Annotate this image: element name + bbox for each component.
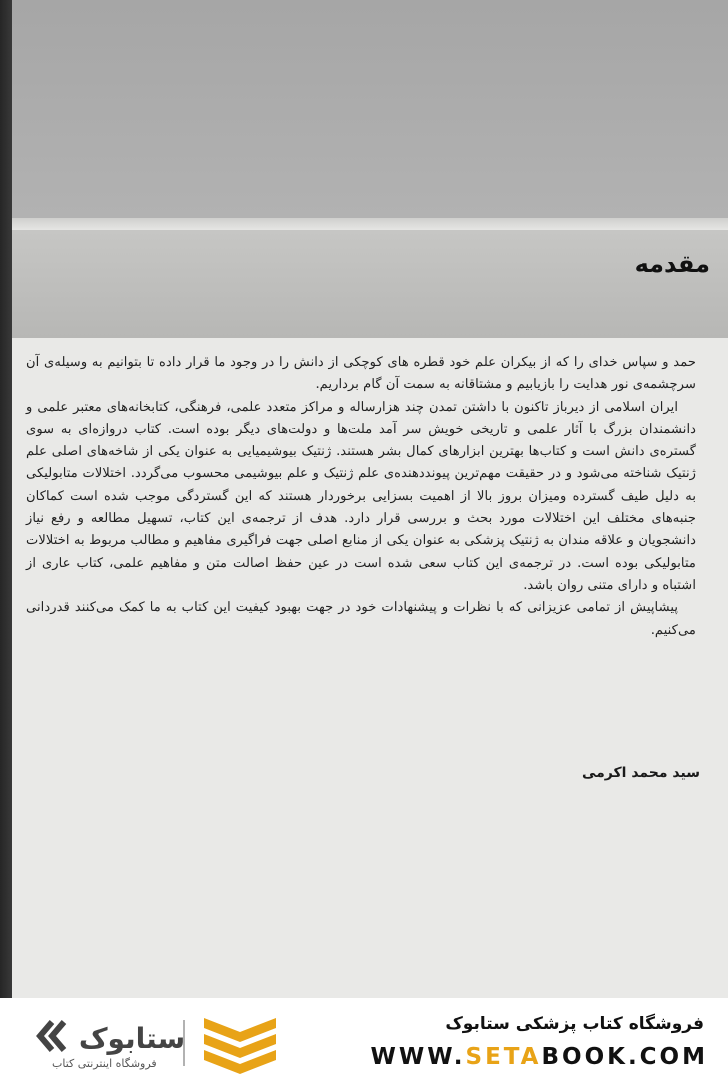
logo-subtitle: فروشگاه اینترنتی کتاب [52, 1057, 157, 1070]
store-name: فروشگاه کتاب پزشکی ستابوک [445, 1014, 704, 1034]
author-signature: سید محمد اکرمی [581, 765, 700, 781]
preface-body [26, 352, 696, 642]
store-url-link[interactable] [371, 1044, 708, 1070]
url-prefix: WWW. [370, 1044, 466, 1070]
chevron-mark-icon [204, 1018, 276, 1074]
url-suffix: BOOK.COM [541, 1044, 708, 1070]
page-divider [12, 218, 728, 230]
preface-paragraph-1: حمد و سپاس خدای را که از بیکران علم خود قطره های کوچکی از دانش را در وجود ما قرار داده تا بتوانیم به وسیله‌ی آن سرچشمه‌ی نور هدایت را بازیابیم و مشتاقانه به سمت آن گام برداریم. [26, 355, 696, 393]
url-highlight: SETA [465, 1044, 542, 1070]
heading-band [12, 230, 728, 338]
logo-arrows-icon [40, 1022, 64, 1050]
page-top-gray-area [12, 0, 728, 220]
preface-paragraph-3: پیشاپیش از تمامی عزیزانی که با نظرات و پیشنهادات خود در جهت بهبود کیفیت این کتاب به ما کمک می‌کنند قدردانی می‌کنیم. [26, 600, 696, 638]
logo-text: ستابوک [78, 1022, 186, 1055]
page-heading: مقدمه [634, 250, 710, 278]
preface-paragraph-2: ایران اسلامی از دیرباز تاکنون با داشتن تمدن چند هزارساله و مراکز متعدد علمی، فرهنگی، کتابخانه‌های معتبر علمی و دانشمندان بزرگ با آثار علمی و تاریخی خویش سر آمد ملت‌ها و دولت‌های دیگر بوده است. کتاب دروازه‌ای به سوی گستره‌ی دانش است و کتاب‌ها بهترین ابزارهای کمال بشر هستند. ژنتیک بیوشیمیایی به عنوان یکی از شاخه‌های اصلی علم ژنتیک شناخته می‌شود و در حقیقت مهم‌ترین پیونددهنده‌ی علم ژنتیک و علم بیوشیمی محسوب می‌گردد. اختلالات متابولیکی به دلیل طیف گسترده ومیزان بروز بالا از اهمیت بسزایی برخوردار هستند که این گستردگی موجب شده است کماکان جنبه‌های مختلف این اختلالات مورد بحث و بررسی قرار دارد. هدف از ترجمه‌ی این کتاب، تسهیل مطالعه و رفع نیاز دانشجویان و علاقه مندان به ژنتیک پزشکی به عنوان یکی از منابع اصلی جهت فراگیری مفاهیم و مطالب مربوط به اختلالات متابولیکی بوده است. در ترجمه‌ی این کتاب سعی شده است در عین حفظ اصالت متن و مفاهیم علمی، کتاب عاری از اشتباه و دارای متنی روان باشد. [26, 399, 696, 593]
